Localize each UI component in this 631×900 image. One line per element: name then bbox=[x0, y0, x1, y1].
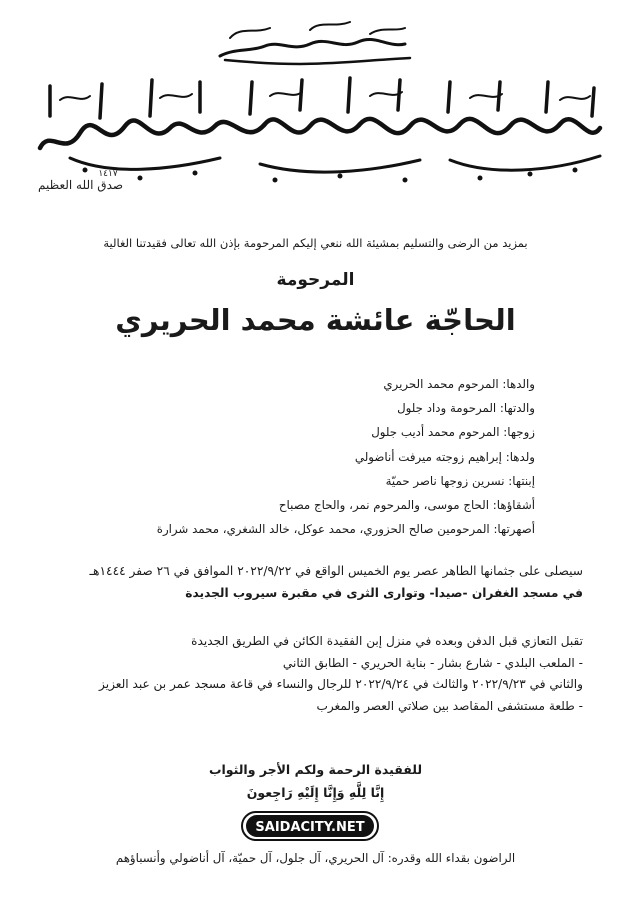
condolences-line: تقبل التعازي قبل الدفن وبعده في منزل إبن الفقيدة الكائن في الطريق الجديدة bbox=[191, 634, 583, 648]
prayer-location-line: في مسجد الغفران -صيدا- وتوارى الثرى في مقبرة سيروب الجديدة bbox=[185, 586, 583, 600]
deceased-prefix: المرحومة bbox=[276, 270, 355, 290]
family-father: والدها: المرحوم محمد الحريري bbox=[383, 377, 535, 391]
intro-line: بمزيد من الرضى والتسليم بمشيئة الله ننعي إليكم المرحومة بإذن الله تعالى فقيدتنا الغالية bbox=[103, 236, 528, 250]
family-brothers: أشقاؤها: الحاج موسى، والمرحوم نمر، والحاج مصباح bbox=[278, 498, 535, 513]
sadaqa-allah: صدق الله العظيم bbox=[38, 178, 124, 192]
condolences-line: - طلعة مستشفى المقاصد بين صلاتي العصر والمغرب bbox=[316, 698, 583, 713]
deceased-name: الحاجّة عائشة محمد الحريري bbox=[115, 303, 516, 337]
condolences-line: والثاني في ٢٠٢٢/٩/٢٣ والثالث في ٢٠٢٢/٩/٢٤ للرجال والنساء في قاعة مسجد عمر بن عبد العزيز bbox=[99, 677, 583, 691]
family-husband: زوجها: المرحوم محمد أديب جلول bbox=[371, 425, 535, 440]
family-mother: والدتها: المرحومة وداد جلول bbox=[397, 401, 535, 416]
closing-verse-line: إِنَّا لِلَّهِ وَإِنَّا إِلَيْهِ رَاجِعونَ bbox=[246, 785, 385, 800]
family-daughter: إبنتها: نسرين زوجها ناصر حميّة bbox=[385, 473, 535, 488]
prayer-time-line: سيصلى على جثمانها الطاهر عصر يوم الخميس الواقع في ٢٠٢٢/٩/٢٢ الموافق في ٢٦ صفر ١٤٤٤هـ bbox=[89, 564, 583, 578]
family-list bbox=[35, 372, 535, 541]
family-in-laws: أصهرتها: المرحومين صالح الحزوري، محمد عوكل، خالد الشغري، محمد شرارة bbox=[156, 522, 535, 537]
logo-text: SAIDACITY.NET bbox=[255, 820, 365, 835]
footer-mourners: الراضون بقداء الله وقدره: آل الحريري، آل جلول، آل حميّة، آل أناضولي وأنسباؤهم bbox=[115, 851, 516, 865]
closing-mercy-line: للفقيدة الرحمة ولكم الأجر والثواب bbox=[208, 762, 423, 777]
calligraphy-year: ١٤١٧ bbox=[98, 169, 118, 179]
funeral-prayer-info bbox=[23, 560, 583, 604]
calligraphy-text: بسم الله الرحمن الرحيم يا أيتها النفس المطمئنة ارجعي إلى ربك راضية مرضية فادخلي في عبادي وادخلي جنتي bbox=[154, 198, 476, 206]
saidacity-logo bbox=[240, 810, 380, 842]
condolences-info bbox=[13, 631, 583, 717]
condolences-line: - الملعب البلدي - شارع بشار - بناية الحريري - الطابق الثاني bbox=[282, 655, 583, 670]
family-son: ولدها: إبراهيم زوجته ميرفت أناضولي bbox=[354, 449, 535, 464]
